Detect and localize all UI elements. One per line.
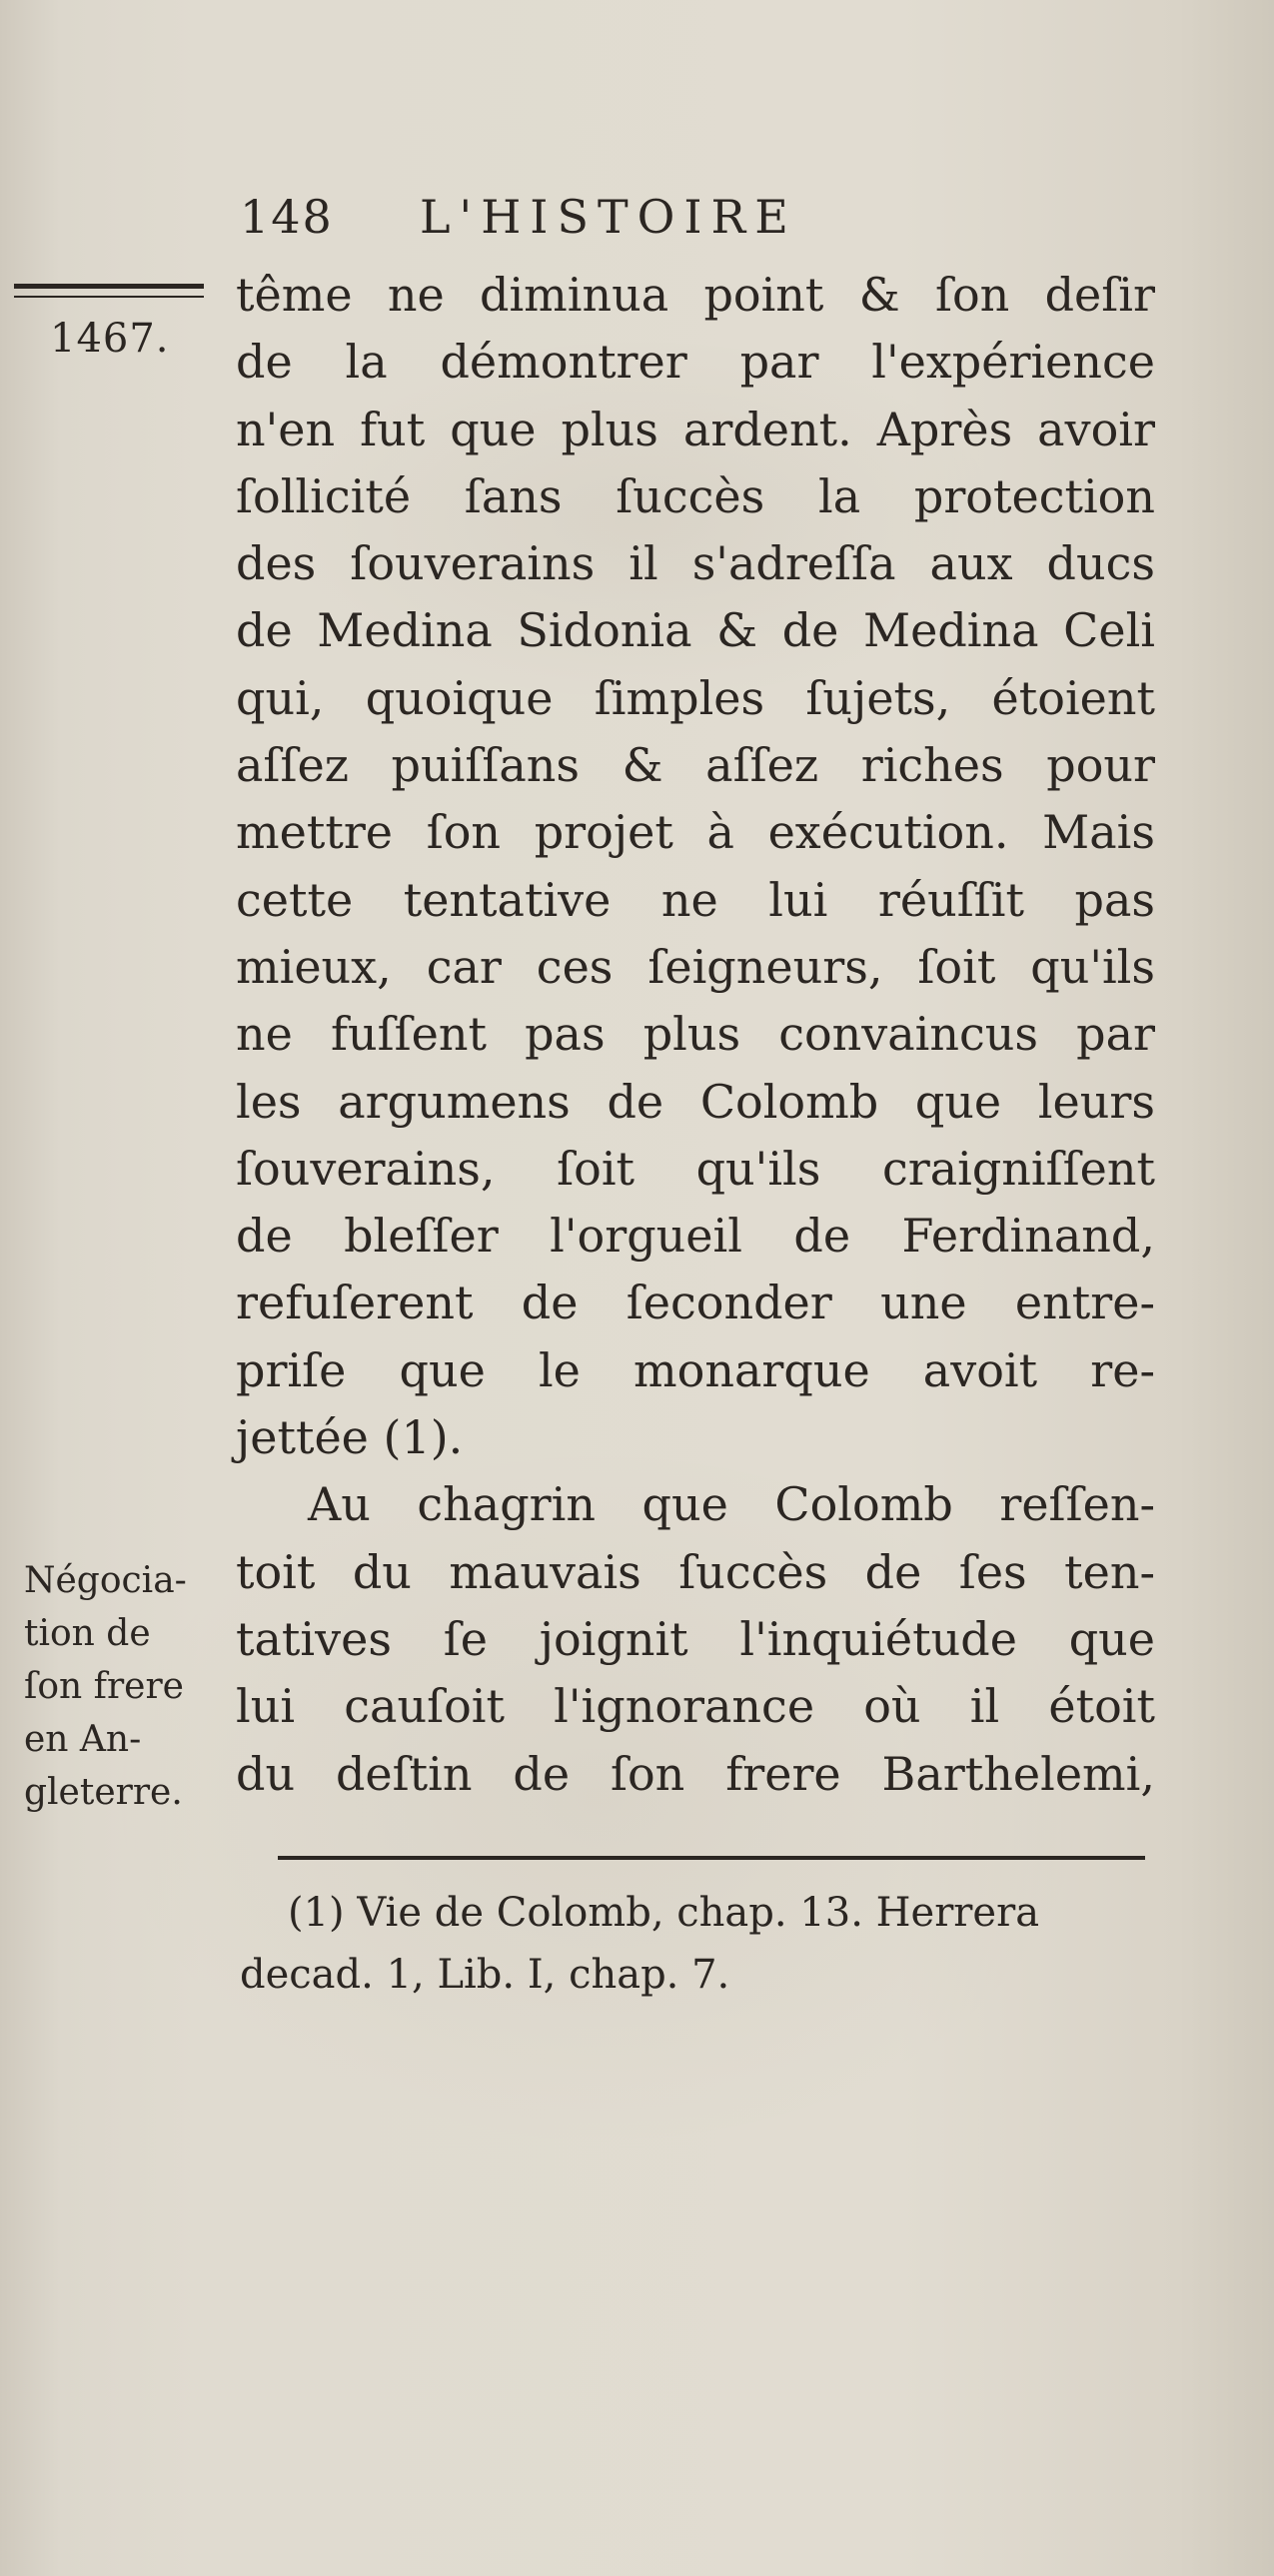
text-line: les argumens de Colomb que leurs	[236, 1074, 1155, 1129]
text-line: n'en fut que plus ardent. Après avoir	[236, 402, 1155, 456]
text-line: priſe que le monarque avoit re-	[236, 1342, 1155, 1397]
text-line: aſſez puiſſans & aſſez riches pour	[236, 738, 1155, 793]
margin-rule	[14, 284, 204, 289]
margin-note-line: tion de	[24, 1613, 151, 1654]
text-line: cette tentative ne lui réuſſit pas	[236, 872, 1155, 927]
text-line: de bleſſer l'orgueil de Ferdinand,	[236, 1209, 1155, 1264]
margin-year: 1467.	[50, 316, 170, 362]
page-number: 148	[240, 190, 334, 244]
text-line: ne fuſſent pas plus convaincus par	[236, 1007, 1155, 1062]
text-line: qui, quoique ſimples ſujets, étoient	[236, 670, 1155, 725]
text-line: mettre ſon projet à exécution. Mais	[236, 805, 1155, 860]
text-line: de la démontrer par l'expérience	[236, 335, 1155, 390]
paragraph-start-line: Au chagrin que Colomb reſſen-	[308, 1477, 1155, 1532]
text-line: refuſerent de ſeconder une entre-	[236, 1276, 1155, 1330]
margin-note	[24, 1554, 234, 1819]
running-title: L'HISTOIRE	[420, 190, 797, 244]
text-line: ſollicité ſans ſuccès la protection	[236, 468, 1155, 523]
margin-rule-thin	[14, 296, 204, 298]
margin-note-line: gleterre.	[24, 1772, 183, 1813]
text-line: tême ne diminua point & ſon deſir	[236, 268, 1155, 322]
footnote-rule	[278, 1856, 1145, 1860]
footnote	[240, 1882, 1159, 2006]
text-line: ſouverains, ſoit qu'ils craigniſſent	[236, 1141, 1155, 1196]
footnote-line: (1) Vie de Colomb, chap. 13. Herrera	[288, 1890, 1040, 1936]
text-line: mieux, car ces ſeigneurs, ſoit qu'ils	[236, 939, 1155, 994]
margin-note-line: ſon frere	[24, 1666, 184, 1707]
text-line: toit du mauvais ſuccès de ſes ten-	[236, 1544, 1155, 1599]
footnote-line: decad. 1, Lib. I, chap. 7.	[240, 1952, 730, 1998]
running-head	[0, 190, 1274, 250]
margin-note-line: en An-	[24, 1719, 142, 1760]
body-text	[236, 262, 1155, 1808]
text-line: jettée (1).	[236, 1410, 464, 1465]
text-line: des ſouverains il s'adreſſa aux ducs	[236, 536, 1155, 591]
text-line: de Medina Sidonia & de Medina Celi	[236, 603, 1155, 658]
text-line: du deſtin de ſon frere Barthelemi,	[236, 1746, 1155, 1801]
margin-note-line: Négocia-	[24, 1560, 187, 1601]
text-line: lui cauſoit l'ignorance où il étoit	[236, 1679, 1155, 1734]
text-line: tatives ſe joignit l'inquiétude que	[236, 1611, 1155, 1666]
